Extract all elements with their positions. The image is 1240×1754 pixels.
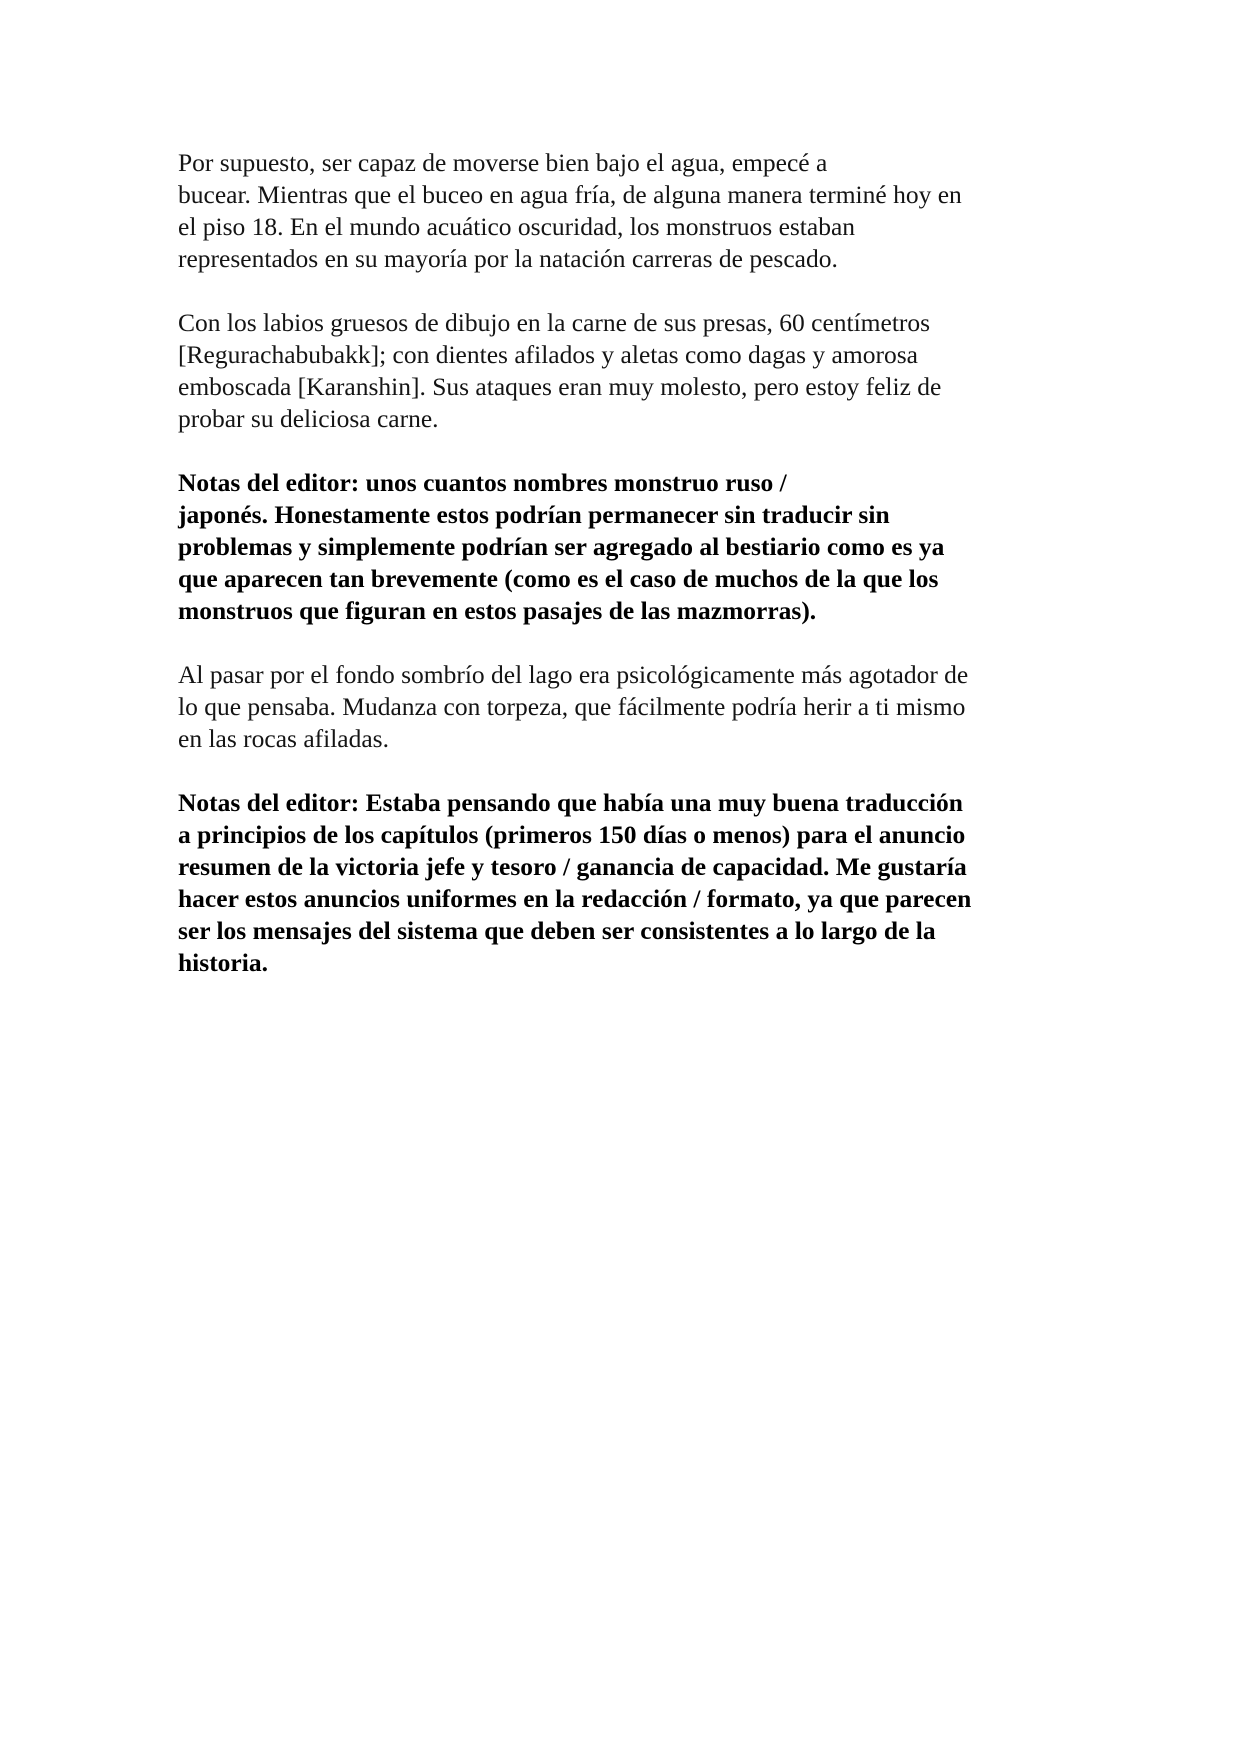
text-line: [Regurachabubakk]; con dientes afilados y aletas como dagas y amorosa	[178, 340, 918, 369]
document-page	[178, 147, 1078, 1011]
text-line: japonés. Honestamente estos podrían permanecer sin traducir sin	[178, 500, 890, 529]
text-line: Por supuesto, ser capaz de moverse bien bajo el agua, empecé a	[178, 148, 828, 177]
text-line: historia.	[178, 948, 268, 977]
text-line: lo que pensaba. Mudanza con torpeza, que fácilmente podría herir a ti mismo	[178, 692, 966, 721]
text-line: ser los mensajes del sistema que deben ser consistentes a lo largo de la	[178, 916, 936, 945]
text-line: hacer estos anuncios uniformes en la redacción / formato, ya que parecen	[178, 884, 972, 913]
text-line: Con los labios gruesos de dibujo en la carne de sus presas, 60 centímetros	[178, 308, 931, 337]
paragraph-2	[178, 307, 1078, 435]
text-line: Al pasar por el fondo sombrío del lago era psicológicamente más agotador de	[178, 660, 969, 689]
text-line: emboscada [Karanshin]. Sus ataques eran muy molesto, pero estoy feliz de	[178, 372, 942, 401]
paragraph-1	[178, 147, 1078, 275]
text-line: monstruos que figuran en estos pasajes de las mazmorras).	[178, 596, 817, 625]
text-line: representados en su mayoría por la natación carreras de pescado.	[178, 244, 838, 273]
text-line: que aparecen tan brevemente (como es el caso de muchos de la que los	[178, 564, 939, 593]
text-line: Notas del editor: unos cuantos nombres monstruo ruso /	[178, 468, 787, 497]
text-line: problemas y simplemente podrían ser agregado al bestiario como es ya	[178, 532, 945, 561]
text-line: resumen de la victoria jefe y tesoro / ganancia de capacidad. Me gustaría	[178, 852, 967, 881]
text-line: bucear. Mientras que el buceo en agua fría, de alguna manera terminé hoy en	[178, 180, 962, 209]
text-line: el piso 18. En el mundo acuático oscuridad, los monstruos estaban	[178, 212, 856, 241]
paragraph-3	[178, 659, 1078, 755]
text-line: Notas del editor: Estaba pensando que había una muy buena traducción	[178, 788, 963, 817]
text-line: probar su deliciosa carne.	[178, 404, 439, 433]
text-line: a principios de los capítulos (primeros 150 días o menos) para el anuncio	[178, 820, 966, 849]
text-line: en las rocas afiladas.	[178, 724, 389, 753]
editor-note-2	[178, 787, 1078, 979]
editor-note-1	[178, 467, 1078, 627]
